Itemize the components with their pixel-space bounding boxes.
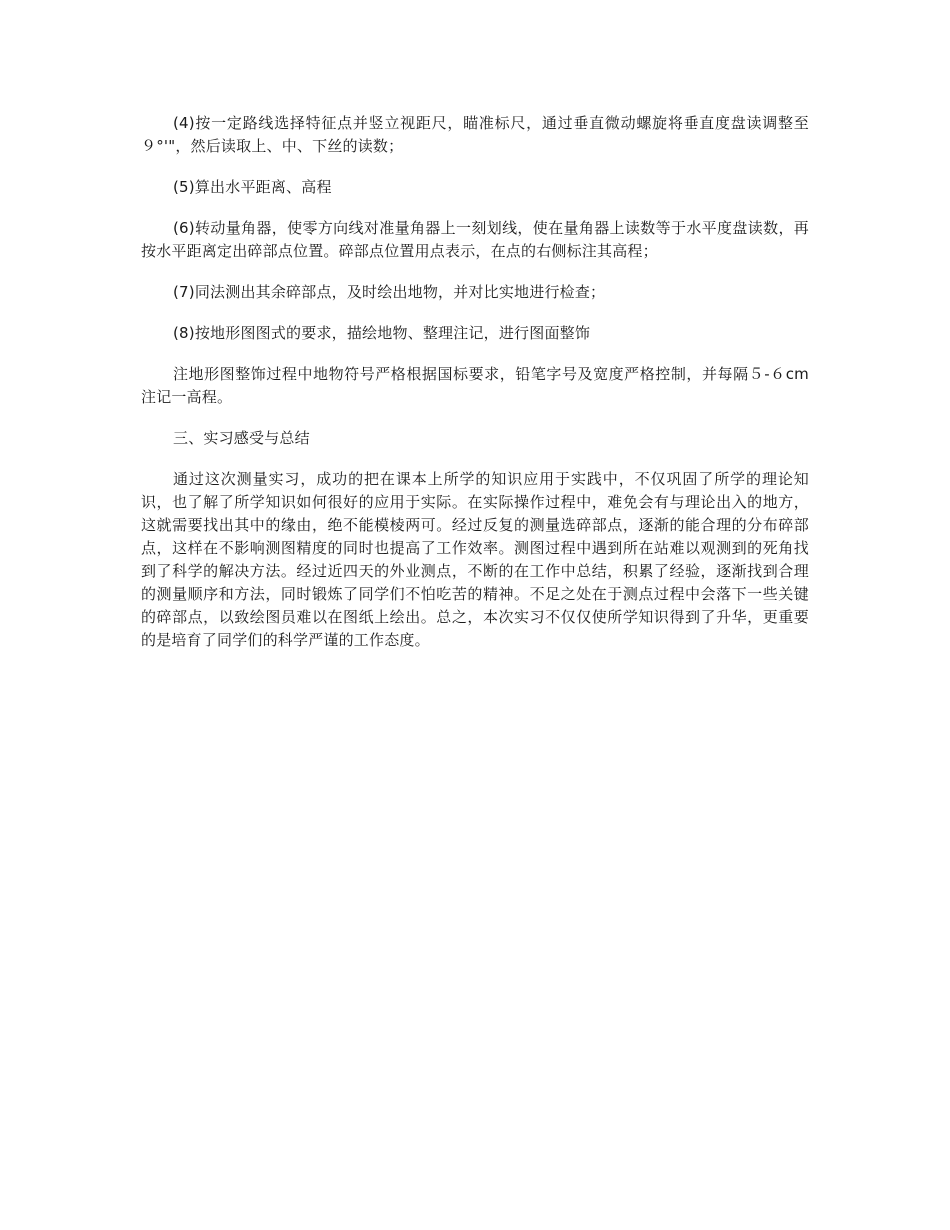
note-paragraph: 注地形图整饰过程中地物符号严格根据国标要求，铅笔字号及宽度严格控制，并每隔５-６cm注记一高程。 — [141, 365, 809, 406]
step-6-paragraph: (6)转动量角器，使零方向线对准量角器上一刻划线，使在量角器上读数等于水平度盘读数，再按水平距离定出碎部点位置。碎部点位置用点表示，在点的右侧标注其高程； — [141, 219, 809, 260]
section-heading: 三、实习感受与总结 — [173, 429, 310, 447]
step-5-paragraph: (5)算出水平距离、高程 — [173, 178, 332, 196]
summary-paragraph: 通过这次测量实习，成功的把在课本上所学的知识应用于实践中，不仅巩固了所学的理论知识，也了解了所学知识如何很好的应用于实际。在实际操作过程中，难免会有与理论出入的地方，这就需要找出其中的缘由，绝不能模棱两可。经过反复的测量选碎部点，逐渐的能合理的分布碎部点，这样在不影响测图精度的同时也提高了工作效率。测图过程中遇到所在站难以观测到的死角找到了科学的解决方法。经过近四天的外业测点，不断的在工作中总结，积累了经验，逐渐找到合理的测量顺序和方法，同时锻炼了同学们不怕吃苦的精神。不足之处在于测点过程中会落下一些关键的碎部点，以致绘图员难以在图纸上绘出。总之，本次实习不仅仅使所学知识得到了升华，更重要的是培育了同学们的科学严谨的工作态度。 — [141, 470, 809, 649]
step-7-paragraph: (7)同法测出其余碎部点，及时绘出地物，并对比实地进行检查； — [173, 283, 606, 301]
step-4-paragraph: (4)按一定路线选择特征点并竖立视距尺，瞄准标尺，通过垂直微动螺旋将垂直度盘读调整至９°'"，然后读取上、中、下丝的读数； — [141, 114, 809, 155]
document-body — [141, 112, 809, 670]
step-8-paragraph: (8)按地形图图式的要求，描绘地物、整理注记，进行图面整饰 — [173, 324, 591, 342]
